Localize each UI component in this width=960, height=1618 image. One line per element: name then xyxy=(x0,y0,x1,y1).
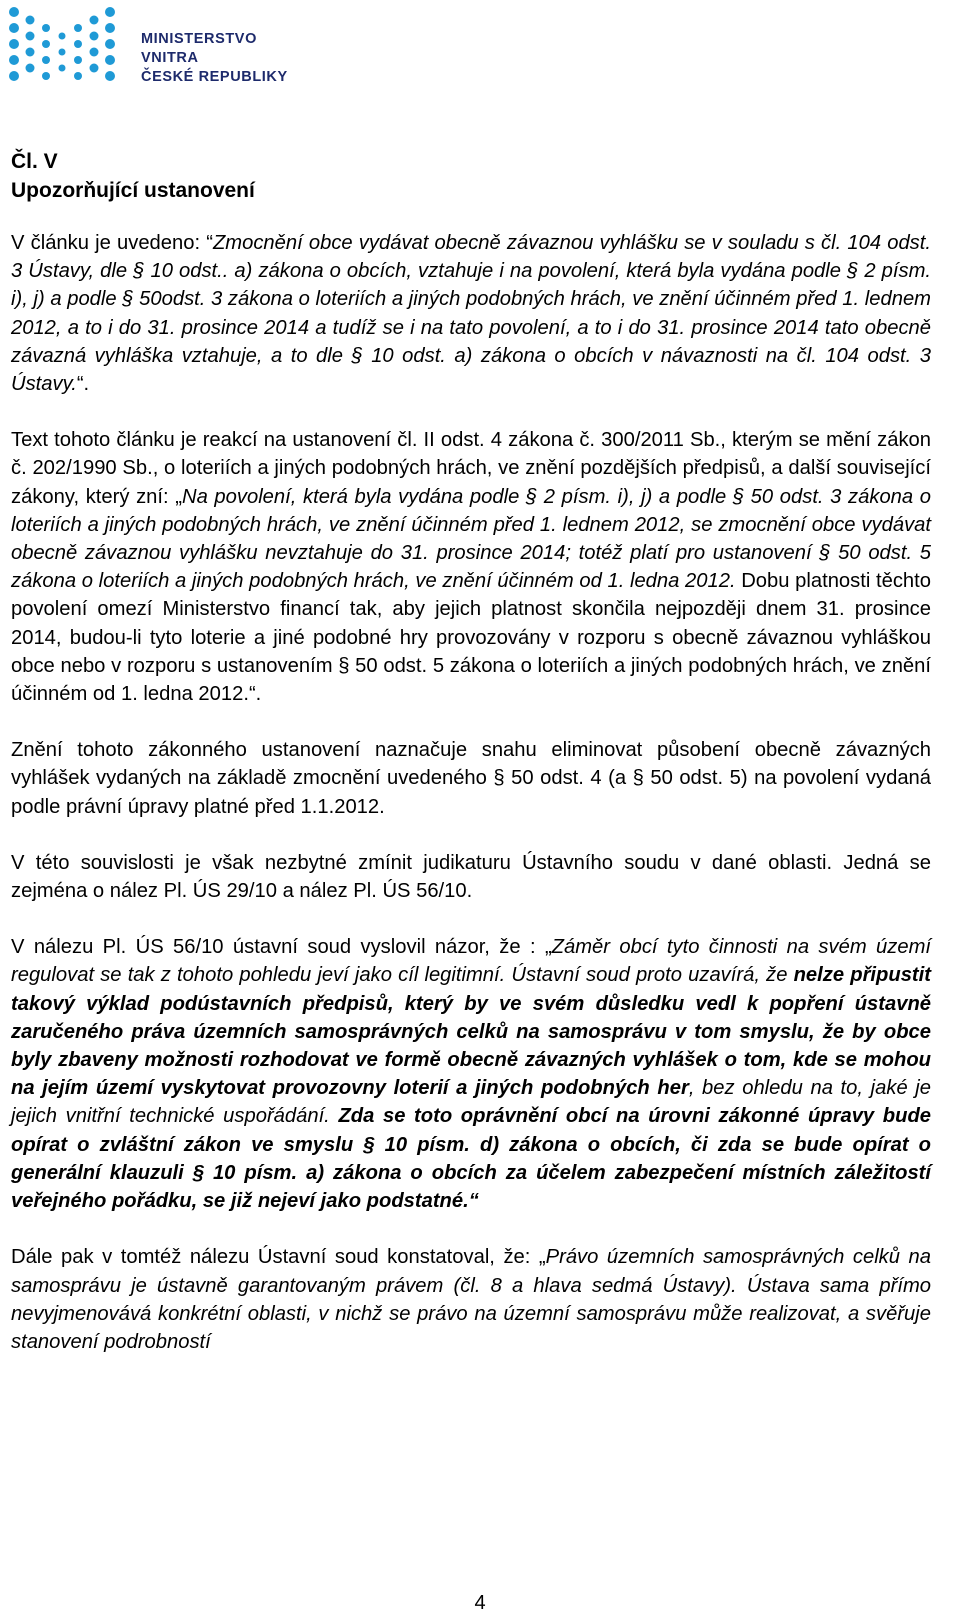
article-number: Čl. V xyxy=(11,150,58,173)
logo-dots-icon xyxy=(8,2,128,86)
p5-quote-bold-2: Zda se toto oprávnění obcí na úrovni zákonné úpravy bude opírat o zvláštní zákon ve smyslu § 10 písm. d) zákona o obcích, či zda se bude opírat o generální klauzuli § 10 písm. a) zákona o obcích za účelem zabezpečení místních záležitostí veřejného pořádku, se již nejeví jako podstatné. xyxy=(11,1105,932,1213)
p5-quote-1: Záměr obcí tyto činnosti na svém území regulovat se tak z tohoto pohledu jeví jako cíl legitimní. Ústavní soud proto uzavírá, že xyxy=(11,936,931,987)
logo-line-2: ČESKÉ REPUBLIKY xyxy=(141,69,288,85)
paragraph-2 xyxy=(11,426,931,708)
p5-quote-bold-1: nelze připustit takový výklad podústavních předpisů, který by ve svém důsledku vedl k popření ústavně zaručeného práva územních samosprávných celků na samosprávu v tom smyslu, že by obce byly zbaveny možnosti rozhodovat ve formě obecně závazných vyhlášek o tom, kde se mohou na jejím území vyskytovat provozovny loterií a jiných podobných her xyxy=(11,964,931,1100)
paragraph-6 xyxy=(11,1243,931,1356)
ministry-logo xyxy=(8,2,308,86)
logo-text xyxy=(141,30,308,87)
logo-line-1: MINISTERSTVO VNITRA xyxy=(141,31,257,66)
p1-end: “. xyxy=(76,373,90,396)
p2-quote: Na povolení, která byla vydána podle § 2 písm. i), j) a podle § 50 odst. 3 zákona o loteriích a jiných podobných hrách, ve znění účinném před 1. lednem 2012, se zmocnění obce vydávat obecně závaznou vyhlášku nevztahuje do 31. prosince 2014; totéž platí pro ustanovení § 50 odst. 5 zákona o loteriích a jiných podobných hrách, ve znění účinném od 1. ledna 2012. xyxy=(11,485,931,593)
paragraph-4: V této souvislosti je však nezbytné zmínit judikaturu Ústavního soudu v dané oblasti. Jedná se zejména o nález Pl. ÚS 29/10 a nález Pl. ÚS 56/10. xyxy=(11,851,931,903)
p2-rest: Dobu platnosti těchto povolení omezí Ministerstvo financí tak, aby jejich platnost skončila nejpozději dnem 31. prosince 2014, budou-li tyto loterie a jiné podobné hry provozovány v rozporu s obecně závaznou vyhláškou obce nebo v rozporu s ustanovením § 50 odst. 5 zákona o loteriích a jiných podobných hrách, ve znění účinném od 1. ledna 2012.“. xyxy=(11,570,931,706)
paragraph-3: Znění tohoto zákonného ustanovení naznačuje snahu eliminovat působení obecně závazných vyhlášek vydaných na základě zmocnění uvedeného § 50 odst. 4 (a § 50 odst. 5) na povolení vydaná podle právní úpravy platné před 1.1.2012. xyxy=(11,739,931,818)
p1-intro: V článku je uvedeno: “ xyxy=(11,232,213,254)
p5-intro: V nálezu Pl. ÚS 56/10 ústavní soud vyslovil názor, že : „ xyxy=(11,936,552,959)
p6-intro: Dále pak v tomtéž nálezu Ústavní soud konstatoval, že: „ xyxy=(11,1246,546,1269)
page-number: 4 xyxy=(474,1592,486,1614)
paragraph-1 xyxy=(11,229,931,398)
paragraph-5 xyxy=(11,933,931,1215)
p1-quote: Zmocnění obce vydávat obecně závaznou vyhlášku se v souladu s čl. 104 odst. 3 Ústavy, dle § 10 odst.. a) zákona o obcích, vztahuje i na povolení, která byla vydána podle § 2 písm. i), j) a podle § 50odst. 3 zákona o loteriích a jiných podobných hrách, ve znění účinném před 1. lednem 2012, a to i do 31. prosince 2014 a tudíž se i na tato povolení, a to i do 31. prosince 2014 tato obecně závazná vyhláška vztahuje, a to dle § 10 odst. a) zákona o obcích v návaznosti na čl. 104 odst. 3 Ústavy. xyxy=(11,232,931,396)
p5-close-quote: “ xyxy=(468,1190,479,1213)
article-title: Upozorňující ustanovení xyxy=(11,179,255,202)
p6-quote: Právo územních samosprávných celků na samosprávu je ústavně garantovaným právem (čl. 8 a hlava sedmá Ústavy). Ústava sama přímo nevyjmenovává konkrétní oblasti, v nichž se právo na územní samosprávu může realizovat, a svěřuje stanovení podrobností xyxy=(11,1246,931,1353)
document-body xyxy=(11,148,931,1356)
p2-intro: Text tohoto článku je reakcí na ustanovení čl. II odst. 4 zákona č. 300/2011 Sb., kterým se mění zákon č. 202/1990 Sb., o loteriích a jiných podobných hrách, ve znění pozdějších předpisů, a další související zákony, který zní: „ xyxy=(11,429,931,508)
p5-quote-2: , bez ohledu na to, jaké je jejich vnitřní technické uspořádání. xyxy=(11,1077,932,1128)
